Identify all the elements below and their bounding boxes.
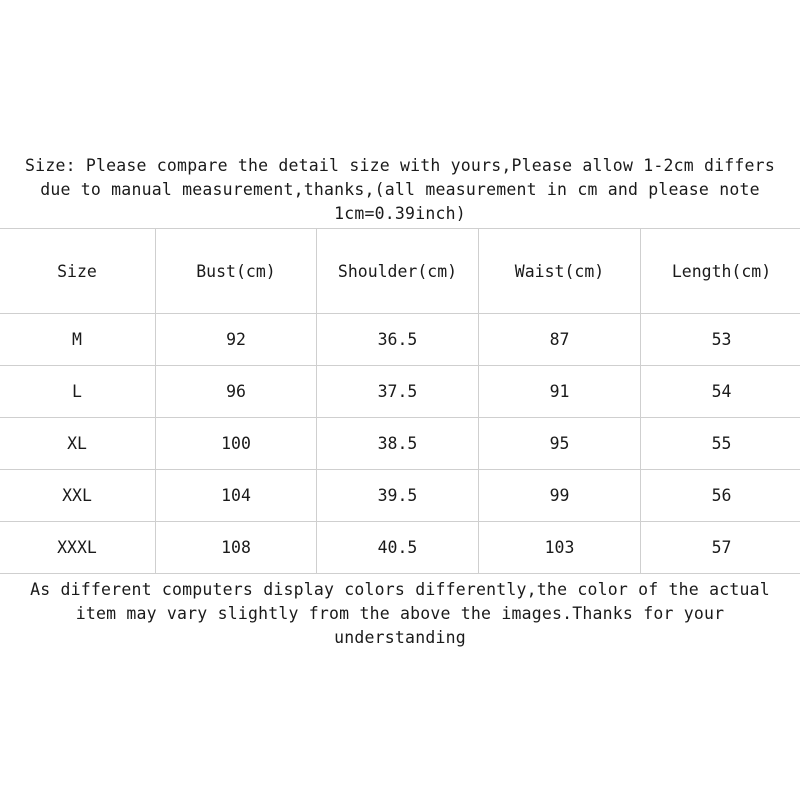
cell-waist: 87 xyxy=(479,314,641,366)
size-note-line: 1cm=0.39inch) xyxy=(334,204,466,223)
header-length: Length(cm) xyxy=(641,229,800,314)
table-row xyxy=(0,470,800,522)
cell-shoulder: 37.5 xyxy=(317,366,479,418)
cell-shoulder: 40.5 xyxy=(317,522,479,574)
size-note xyxy=(0,154,800,226)
cell-size: XL xyxy=(0,418,156,470)
cell-shoulder: 36.5 xyxy=(317,314,479,366)
disclaimer-line: understanding xyxy=(334,628,466,647)
cell-bust: 108 xyxy=(156,522,317,574)
disclaimer-line: As different computers display colors differently,the color of the actual xyxy=(30,580,770,599)
cell-length: 54 xyxy=(641,366,800,418)
cell-length: 56 xyxy=(641,470,800,522)
cell-waist: 99 xyxy=(479,470,641,522)
cell-waist: 103 xyxy=(479,522,641,574)
cell-length: 57 xyxy=(641,522,800,574)
header-shoulder: Shoulder(cm) xyxy=(317,229,479,314)
header-waist: Waist(cm) xyxy=(479,229,641,314)
header-size: Size xyxy=(0,229,156,314)
cell-bust: 104 xyxy=(156,470,317,522)
cell-length: 53 xyxy=(641,314,800,366)
cell-bust: 92 xyxy=(156,314,317,366)
table-row xyxy=(0,366,800,418)
cell-shoulder: 38.5 xyxy=(317,418,479,470)
cell-waist: 91 xyxy=(479,366,641,418)
cell-size: XXXL xyxy=(0,522,156,574)
cell-bust: 96 xyxy=(156,366,317,418)
table-row xyxy=(0,314,800,366)
cell-length: 55 xyxy=(641,418,800,470)
size-note-line: due to manual measurement,thanks,(all measurement in cm and please note xyxy=(40,180,760,199)
cell-size: M xyxy=(0,314,156,366)
cell-size: XXL xyxy=(0,470,156,522)
cell-size: L xyxy=(0,366,156,418)
cell-waist: 95 xyxy=(479,418,641,470)
color-disclaimer xyxy=(0,578,800,650)
size-note-line: Size: Please compare the detail size with yours,Please allow 1-2cm differs xyxy=(25,156,775,175)
cell-bust: 100 xyxy=(156,418,317,470)
cell-shoulder: 39.5 xyxy=(317,470,479,522)
table-header-row xyxy=(0,229,800,314)
disclaimer-line: item may vary slightly from the above the images.Thanks for your xyxy=(75,604,725,623)
table-row xyxy=(0,522,800,574)
size-chart-table xyxy=(0,228,800,574)
table-row xyxy=(0,418,800,470)
header-bust: Bust(cm) xyxy=(156,229,317,314)
